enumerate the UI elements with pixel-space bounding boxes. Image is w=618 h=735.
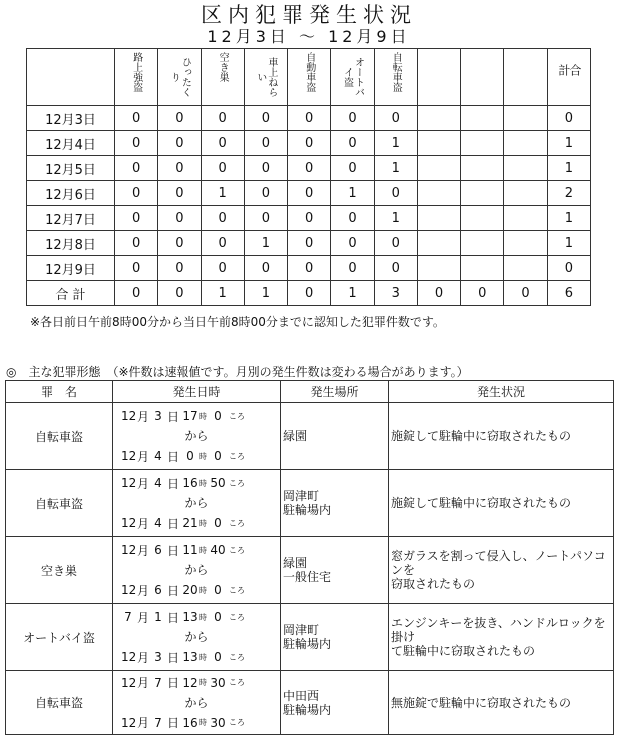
stats-column-header (331, 49, 374, 106)
stats-header-row (27, 49, 591, 106)
stats-cell: 0 (158, 256, 201, 281)
stats-column-header (461, 49, 504, 106)
stats-cell: 0 (158, 131, 201, 156)
stats-cell (504, 256, 547, 281)
case-row (6, 403, 614, 470)
day-unit: 日 (166, 583, 179, 598)
stats-cell: 1 (331, 281, 374, 306)
datetime-line (115, 540, 278, 560)
stats-column-label: 路上強盗 (130, 52, 142, 92)
datetime-cell (113, 671, 281, 735)
stats-row (27, 131, 591, 156)
datetime-cell (113, 604, 281, 671)
stats-cell: 0 (417, 281, 460, 306)
hour-unit: 時 (199, 585, 207, 595)
stats-cell: 1 (547, 231, 590, 256)
koro-label: ころ (229, 518, 245, 528)
kara-label: から (184, 563, 209, 577)
stats-cell: 1 (374, 131, 417, 156)
month-value: 12 (121, 409, 137, 423)
stats-cell (504, 206, 547, 231)
stats-cell: 3 (374, 281, 417, 306)
month-unit: 月 (136, 543, 149, 558)
kara-label: から (184, 496, 209, 510)
hour-value: 16 (182, 715, 198, 730)
cases-column-header: 発生日時 (113, 381, 281, 403)
stats-cell: 0 (244, 181, 287, 206)
stats-row-label: 12月7日 (27, 206, 115, 231)
stats-cell: 1 (547, 131, 590, 156)
stats-column-header (547, 49, 590, 106)
hour-unit: 時 (199, 518, 207, 528)
stats-column-header (374, 49, 417, 106)
stats-cell: 0 (288, 231, 331, 256)
stats-cell: 0 (158, 281, 201, 306)
month-value: 12 (121, 675, 137, 690)
day-unit: 日 (166, 650, 179, 665)
stats-column-label: 空き巣 (217, 52, 229, 82)
day-unit: 日 (166, 449, 179, 464)
kara-label: から (184, 630, 209, 644)
day-unit: 日 (166, 676, 179, 690)
situation-cell: 窓ガラスを割って侵入し、ノートパソコンを 窃取されたもの (389, 537, 614, 604)
datetime-cell (113, 470, 281, 537)
stats-cell: 0 (374, 106, 417, 131)
month-unit: 月 (136, 516, 149, 531)
day-value: 7 (154, 715, 162, 730)
datetime-line (115, 580, 278, 600)
stats-cell (504, 231, 547, 256)
stats-cell: 0 (244, 256, 287, 281)
koro-label: ころ (229, 678, 245, 687)
stats-cell: 0 (331, 231, 374, 256)
stats-cell (461, 231, 504, 256)
stats-cell: 1 (374, 156, 417, 181)
stats-cell: 0 (244, 106, 287, 131)
stats-cell: 0 (115, 181, 158, 206)
stats-cell (417, 181, 460, 206)
day-value: 7 (154, 675, 162, 690)
datetime-line (115, 713, 278, 733)
cases-column-header: 発生場所 (281, 381, 389, 403)
stats-cell: 0 (115, 106, 158, 131)
hour-unit: 時 (199, 652, 207, 662)
month-unit: 月 (136, 716, 149, 730)
day-value: 4 (154, 476, 162, 490)
crime-type: 自転車盗 (6, 403, 113, 470)
datetime-line (115, 607, 278, 627)
stats-cell (417, 131, 460, 156)
month-value: 12 (121, 516, 137, 530)
stats-cell: 0 (244, 156, 287, 181)
kara-label: から (184, 429, 209, 443)
situation-cell: エンジンキーを抜き、ハンドルロックを掛け て駐輪中に窃取されたもの (389, 604, 614, 671)
koro-label: ころ (229, 478, 245, 488)
stats-cell: 0 (288, 281, 331, 306)
stats-row (27, 106, 591, 131)
stats-cell (461, 131, 504, 156)
hour-value: 16 (182, 476, 198, 490)
hour-unit: 時 (199, 545, 207, 555)
day-unit: 日 (166, 516, 179, 531)
koro-label: ころ (229, 411, 245, 421)
kara-label: から (184, 695, 209, 710)
stats-column-label: 合計 (556, 63, 582, 90)
stats-cell: 1 (201, 181, 244, 206)
report-period: 12月3日 ～ 12月9日 (207, 27, 411, 46)
cases-column-header: 罪 名 (6, 381, 113, 403)
stats-cell: 0 (331, 206, 374, 231)
minute-value: 0 (214, 409, 222, 423)
stats-cell: 1 (374, 206, 417, 231)
minute-value: 0 (214, 449, 222, 463)
month-unit: 月 (136, 409, 149, 424)
stats-cell: 0 (504, 281, 547, 306)
stats-cell: 0 (547, 256, 590, 281)
koro-label: ころ (229, 612, 245, 622)
stats-row-label: 12月3日 (27, 106, 115, 131)
stats-cell: 0 (115, 256, 158, 281)
crime-type: オートバイ盗 (6, 604, 113, 671)
month-unit: 月 (136, 476, 149, 491)
hour-value: 11 (182, 543, 198, 557)
stats-cell: 1 (244, 231, 287, 256)
section-subtitle: ◎ 主な犯罪形態 （※件数は速報値です。月別の発生件数は変わる場合があります。） (6, 365, 469, 379)
stats-cell: 0 (201, 156, 244, 181)
stats-cell: 0 (115, 206, 158, 231)
day-unit: 日 (166, 476, 179, 491)
stats-cell (504, 106, 547, 131)
situation-cell: 施錠して駐輪中に窃取されたもの (389, 470, 614, 537)
month-unit: 月 (136, 676, 149, 690)
minute-value: 30 (210, 675, 226, 690)
place-cell: 岡津町 駐輪場内 (281, 470, 389, 537)
minute-value: 0 (214, 610, 222, 624)
datetime-line (115, 446, 278, 466)
stats-cell: 0 (115, 131, 158, 156)
place-cell: 緑園 一般住宅 (281, 537, 389, 604)
koro-label: ころ (229, 451, 245, 461)
day-value: 3 (154, 650, 162, 664)
stats-cell (461, 156, 504, 181)
hour-unit: 時 (199, 718, 207, 727)
hour-value: 12 (182, 675, 198, 690)
stats-cell (461, 106, 504, 131)
crime-stats-table (26, 48, 591, 306)
stats-cell (461, 181, 504, 206)
stats-column-header (244, 49, 287, 106)
stats-column-label: ひったくり (168, 56, 191, 97)
stats-row (27, 181, 591, 206)
stats-cell: 0 (374, 256, 417, 281)
stats-row (27, 231, 591, 256)
place-cell: 中田西 駐輪場内 (281, 671, 389, 735)
minute-value: 0 (214, 516, 222, 530)
stats-row (27, 206, 591, 231)
day-value: 3 (154, 409, 162, 423)
day-unit: 日 (166, 716, 179, 730)
stats-cell: 0 (115, 281, 158, 306)
case-row (6, 604, 614, 671)
case-row (6, 537, 614, 604)
month-unit: 月 (136, 650, 149, 665)
day-value: 4 (154, 516, 162, 530)
stats-cell: 0 (547, 106, 590, 131)
stats-cell: 2 (547, 181, 590, 206)
stats-column-label: オートバイ盗 (341, 56, 364, 97)
stats-cell: 0 (374, 231, 417, 256)
stats-column-label: 自動車盗 (303, 52, 315, 92)
stats-column-header (288, 49, 331, 106)
stats-cell: 0 (158, 206, 201, 231)
datetime-line (115, 473, 278, 493)
stats-row-label: 12月5日 (27, 156, 115, 181)
hour-value: 17 (182, 409, 198, 423)
stats-cell (417, 106, 460, 131)
stats-cell: 0 (201, 106, 244, 131)
crime-type: 空き巣 (6, 537, 113, 604)
stats-cell: 0 (158, 231, 201, 256)
stats-column-header (201, 49, 244, 106)
hour-value: 20 (182, 583, 198, 597)
day-unit: 日 (166, 409, 179, 424)
hour-value: 0 (186, 449, 194, 463)
minute-value: 50 (210, 476, 226, 490)
hour-unit: 時 (199, 612, 207, 622)
case-row (6, 470, 614, 537)
stats-cell: 0 (201, 256, 244, 281)
stats-row-label: 合 計 (27, 281, 115, 306)
month-unit: 月 (136, 610, 149, 625)
stats-cell: 0 (201, 131, 244, 156)
month-unit: 月 (136, 583, 149, 598)
datetime-line (115, 406, 278, 426)
stats-row-label: 12月8日 (27, 231, 115, 256)
stats-row-label: 12月6日 (27, 181, 115, 206)
stats-column-header (115, 49, 158, 106)
hour-unit: 時 (199, 478, 207, 488)
place-cell: 緑園 (281, 403, 389, 470)
stats-cell: 1 (547, 156, 590, 181)
stats-column-header (504, 49, 547, 106)
stats-cell: 0 (331, 131, 374, 156)
stats-cell: 0 (244, 131, 287, 156)
stats-cell (417, 231, 460, 256)
datetime-cell (113, 537, 281, 604)
month-value: 12 (121, 650, 137, 664)
month-value: 12 (121, 476, 137, 490)
hour-value: 21 (182, 516, 198, 530)
hour-value: 13 (182, 650, 198, 664)
stats-row-label: 12月4日 (27, 131, 115, 156)
stats-cell: 0 (158, 106, 201, 131)
cases-column-header: 発生状況 (389, 381, 614, 403)
stats-cell: 0 (331, 256, 374, 281)
minute-value: 40 (210, 543, 226, 557)
datetime-line (115, 513, 278, 533)
stats-corner-cell (27, 49, 115, 106)
stats-cell: 0 (331, 106, 374, 131)
month-value: 12 (121, 543, 137, 557)
koro-label: ころ (229, 652, 245, 662)
minute-value: 0 (214, 650, 222, 664)
month-unit: 月 (136, 449, 149, 464)
footnote: ※各日前日午前8時00分から当日午前8時00分までに認知した犯罪件数です。 (30, 315, 445, 329)
hour-unit: 時 (199, 678, 207, 687)
stats-cell: 0 (374, 181, 417, 206)
place-cell: 岡津町 駐輪場内 (281, 604, 389, 671)
stats-cell: 0 (201, 206, 244, 231)
stats-cell: 0 (288, 206, 331, 231)
stats-cell (504, 131, 547, 156)
stats-cell (417, 256, 460, 281)
stats-cell (504, 156, 547, 181)
stats-cell: 0 (288, 181, 331, 206)
stats-cell: 0 (461, 281, 504, 306)
stats-cell: 0 (331, 156, 374, 181)
stats-cell: 1 (331, 181, 374, 206)
datetime-cell (113, 403, 281, 470)
stats-cell: 0 (244, 206, 287, 231)
stats-row (27, 256, 591, 281)
stats-cell: 0 (288, 106, 331, 131)
datetime-line (115, 673, 278, 693)
stats-cell (461, 206, 504, 231)
day-value: 6 (154, 543, 162, 557)
stats-column-header (158, 49, 201, 106)
crime-type: 自転車盗 (6, 470, 113, 537)
cases-table (5, 380, 614, 735)
crime-type: 自転車盗 (6, 671, 113, 735)
stats-cell: 0 (158, 156, 201, 181)
page-title: 区内犯罪発生状況 (201, 3, 417, 27)
month-value: 7 (124, 610, 132, 624)
stats-cell: 1 (201, 281, 244, 306)
stats-cell: 0 (288, 131, 331, 156)
stats-cell (461, 256, 504, 281)
stats-column-label: 車上ねらい (254, 56, 277, 97)
case-row (6, 671, 614, 735)
stats-row-label: 12月9日 (27, 256, 115, 281)
minute-value: 0 (214, 583, 222, 597)
hour-unit: 時 (199, 451, 207, 461)
stats-row (27, 156, 591, 181)
hour-unit: 時 (199, 411, 207, 421)
stats-row (27, 281, 591, 306)
stats-cell (504, 181, 547, 206)
stats-column-header (417, 49, 460, 106)
month-value: 12 (121, 449, 137, 463)
minute-value: 30 (210, 715, 226, 730)
stats-cell: 0 (201, 231, 244, 256)
month-value: 12 (121, 715, 137, 730)
situation-cell: 無施錠で駐輪中に窃取されたもの (389, 671, 614, 735)
stats-cell: 0 (115, 231, 158, 256)
stats-cell: 0 (288, 256, 331, 281)
day-unit: 日 (166, 543, 179, 558)
stats-column-label: 自転車盗 (390, 52, 402, 92)
stats-cell (417, 156, 460, 181)
stats-cell: 0 (158, 181, 201, 206)
day-value: 6 (154, 583, 162, 597)
datetime-line (115, 647, 278, 667)
hour-value: 13 (182, 610, 198, 624)
stats-cell: 0 (288, 156, 331, 181)
stats-cell: 6 (547, 281, 590, 306)
stats-cell: 1 (547, 206, 590, 231)
stats-cell (417, 206, 460, 231)
cases-header-row (6, 381, 614, 403)
day-value: 4 (154, 449, 162, 463)
koro-label: ころ (229, 545, 245, 555)
situation-cell: 施錠して駐輪中に窃取されたもの (389, 403, 614, 470)
stats-cell: 1 (244, 281, 287, 306)
month-value: 12 (121, 583, 137, 597)
day-unit: 日 (166, 610, 179, 625)
stats-cell: 0 (115, 156, 158, 181)
day-value: 1 (154, 610, 162, 624)
koro-label: ころ (229, 718, 245, 727)
koro-label: ころ (229, 585, 245, 595)
